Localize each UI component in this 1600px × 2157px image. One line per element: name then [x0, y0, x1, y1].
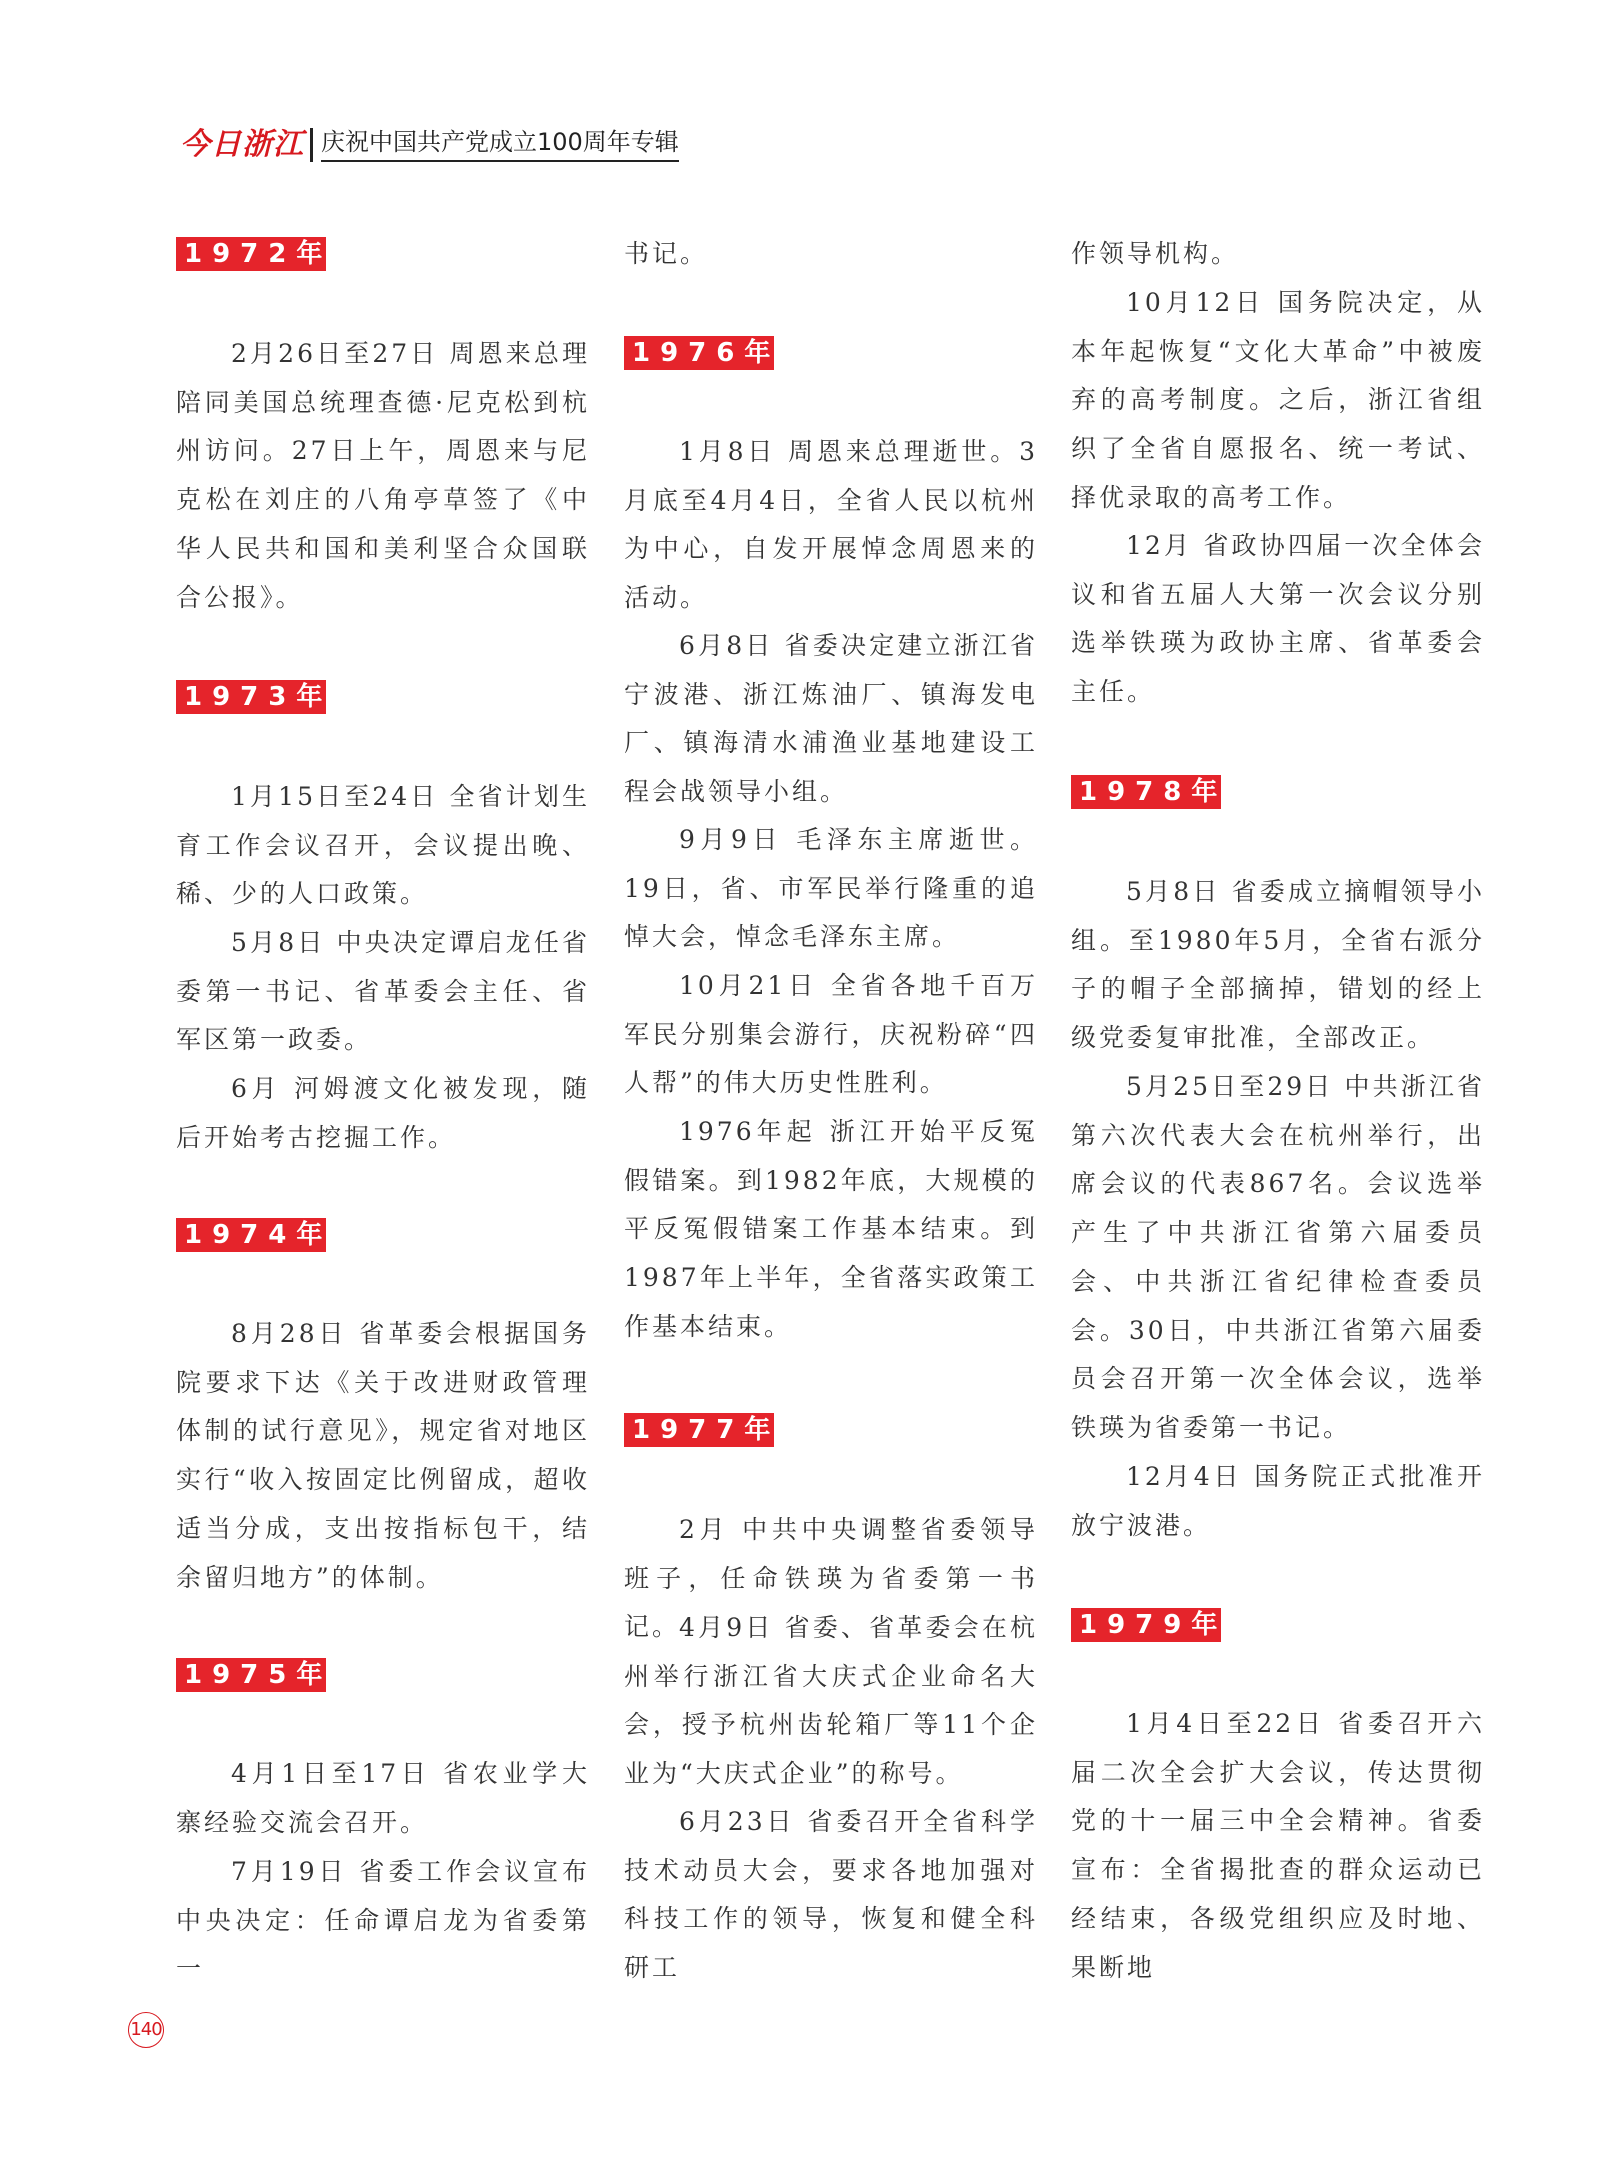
continued-text: 作领导机构。	[1071, 239, 1240, 268]
entry-1977-a: 2月 中共中央调整省委领导班子，任命铁瑛为省委第一书记。	[624, 1515, 1038, 1642]
entry-1976-b: 6月8日 省委决定建立浙江省宁波港、浙江炼油厂、镇海发电厂、镇海清水浦渔业基地建设工程会战领导小组。	[624, 631, 1038, 807]
entry-1979-a: 1月4日至22日 省委召开六届二次全会扩大会议，传达贯彻党的十一届三中全会精神。省委宣布：全省揭批查的群众运动已经结束，各级党组织应及时地、果断地	[1071, 1709, 1485, 1982]
entry-1976-a: 1月8日 周恩来总理逝世。3月底至4月4日，全省人民以杭州为中心，自发开展悼念周恩来的活动。	[624, 437, 1038, 613]
entry-1978-a: 5月8日 省委成立摘帽领导小组。至1980年5月，全省右派分子的帽子全部摘掉，错划的经上级党委复审批准，全部改正。	[1071, 877, 1485, 1053]
page-number: 140	[128, 2012, 164, 2048]
entry-1978-c: 12月4日 国务院正式批准开放宁波港。	[1071, 1462, 1485, 1540]
year-heading-1975: 1975年	[176, 1658, 326, 1692]
magazine-logo: 今日浙江	[180, 127, 304, 162]
continued-text: 书记。	[624, 239, 709, 268]
year-heading-1974: 1974年	[176, 1218, 326, 1252]
year-heading-1977: 1977年	[624, 1413, 774, 1447]
entry-1977-e: 12月 省政协四届一次全体会议和省五届人大第一次会议分别选举铁瑛为政协主席、省革委会主任。	[1071, 531, 1485, 707]
entry-1975-b: 7月19日 省委工作会议宣布中央决定：任命谭启龙为省委第一	[176, 1857, 590, 1984]
year-heading-1976: 1976年	[624, 336, 774, 370]
header-divider	[310, 128, 313, 162]
page-header	[180, 122, 679, 162]
entry-1973-b: 5月8日 中央决定谭启龙任省委第一书记、省革委会主任、省军区第一政委。	[176, 928, 590, 1055]
entry-1976-d: 10月21日 全省各地千百万军民分别集会游行，庆祝粉碎“四人帮”的伟大历史性胜利。	[624, 971, 1038, 1098]
entry-1973-a: 1月15日至24日 全省计划生育工作会议召开，会议提出晚、稀、少的人口政策。	[176, 782, 590, 909]
entry-1976-c: 9月9日 毛泽东主席逝世。19日，省、市军民举行隆重的追悼大会，悼念毛泽东主席。	[624, 825, 1038, 952]
entry-1977-c: 6月23日 省委召开全省科学技术动员大会，要求各地加强对科技工作的领导，恢复和健全科研工	[624, 1807, 1038, 1983]
entry-1974: 8月28日 省革委会根据国务院要求下达《关于改进财政管理体制的试行意见》，规定省对地区实行“收入按固定比例留成，超收适当分成，支出按指标包干，结余留归地方”的体制。	[176, 1319, 590, 1592]
entry-1977-b: 4月9日 省委、省革委会在杭州举行浙江省大庆式企业命名大会，授予杭州齿轮箱厂等11个企业为“大庆式企业”的称号。	[624, 1613, 1038, 1789]
year-heading-1978: 1978年	[1071, 775, 1221, 809]
entry-1978-b: 5月25日至29日 中共浙江省第六次代表大会在杭州举行，出席会议的代表867名。会议选举产生了中共浙江省第六届委员会、中共浙江省纪律检查委员会。30日，中共浙江省第六届委员会召开第一次全体会议，选举铁瑛为省委第一书记。	[1071, 1072, 1485, 1442]
entry-1977-d: 10月12日 国务院决定，从本年起恢复“文化大革命”中被废弃的高考制度。之后，浙江省组织了全省自愿报名、统一考试、择优录取的高考工作。	[1071, 288, 1485, 512]
year-heading-1972: 1972年	[176, 237, 326, 271]
year-heading-1979: 1979年	[1071, 1608, 1221, 1642]
header-subtitle: 庆祝中国共产党成立100周年专辑	[321, 126, 679, 162]
entry-1972: 2月26日至27日 周恩来总理陪同美国总统理查德·尼克松到杭州访问。27日上午，周恩来与尼克松在刘庄的八角亭草签了《中华人民共和国和美利坚合众国联合公报》。	[176, 339, 590, 612]
entry-1976-e: 1976年起 浙江开始平反冤假错案。到1982年底，大规模的平反冤假错案工作基本结束。到1987年上半年，全省落实政策工作基本结束。	[624, 1117, 1038, 1341]
entry-1975-a: 4月1日至17日 省农业学大寨经验交流会召开。	[176, 1759, 590, 1837]
year-heading-1973: 1973年	[176, 680, 326, 714]
entry-1973-c: 6月 河姆渡文化被发现，随后开始考古挖掘工作。	[176, 1074, 590, 1152]
